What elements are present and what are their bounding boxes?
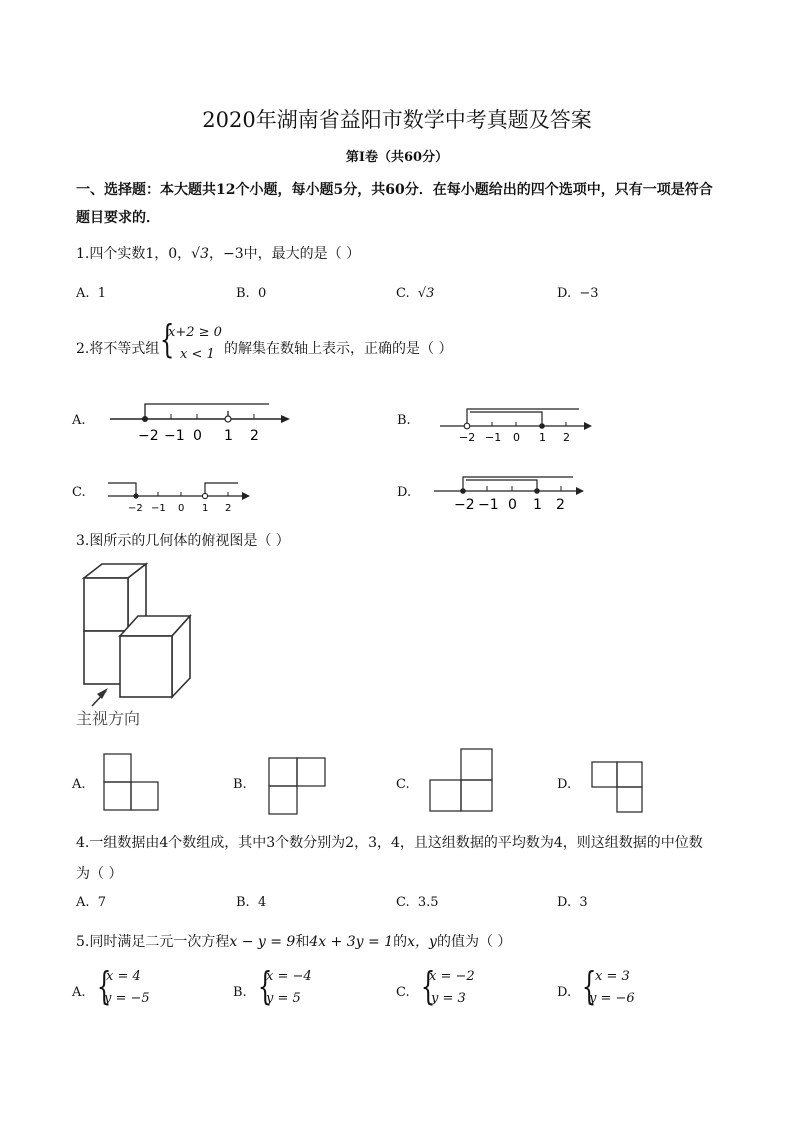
q2-number-line-d	[430, 468, 590, 514]
figure-caption: 主视方向	[76, 709, 141, 728]
q1-option-c[interactable]	[396, 286, 434, 301]
question-2-suffix: 的解集在数轴上表示，正确的是（ ）	[224, 341, 453, 357]
system-line-1: x = −2	[429, 969, 475, 984]
q4-option-c[interactable]	[396, 895, 439, 910]
question-5	[76, 931, 511, 951]
question-2-prefix: 2.将不等式组	[76, 341, 160, 357]
equation-2: 4x + 3y = 1	[309, 934, 394, 950]
option-label: B.	[236, 286, 250, 301]
tick-label: 0	[508, 497, 517, 513]
option-value: 3.5	[417, 895, 439, 910]
tick-label: 1	[533, 497, 542, 513]
tick-label: −1	[164, 428, 185, 444]
tick-label: −2	[128, 503, 143, 514]
system-line-1: x = −4	[266, 969, 312, 984]
q5-option-d-label[interactable]: D.	[557, 985, 572, 1000]
option-value: √3	[417, 286, 435, 301]
q2-option-a-label[interactable]: A.	[72, 413, 86, 428]
system-line-1: x = 3	[595, 969, 630, 984]
tick-label: 2	[563, 431, 570, 444]
tick-label: 0	[193, 428, 202, 444]
system-line-2: y = 5	[266, 991, 301, 1006]
system-line-1: x = 4	[106, 969, 141, 984]
q3-option-b-view	[267, 756, 329, 816]
system-brace: {	[581, 964, 597, 1008]
system-brace: {	[420, 964, 436, 1008]
tick-label: −1	[151, 503, 166, 514]
system-brace: {	[96, 964, 112, 1008]
option-label: D.	[557, 895, 572, 910]
option-value: 1	[97, 286, 107, 301]
system-line-2: y = −6	[589, 991, 635, 1006]
q5-option-c-label[interactable]: C.	[396, 985, 410, 1000]
page-subtitle: 第Ⅰ卷（共60分）	[345, 150, 449, 165]
tick-label: 0	[513, 431, 520, 444]
q3-option-d-view	[590, 760, 646, 816]
q5-option-a-label[interactable]: A.	[72, 985, 86, 1000]
tick-label: −1	[485, 431, 502, 444]
q1-option-d[interactable]	[557, 286, 599, 301]
q5-option-d-system	[589, 966, 635, 1010]
q3-option-d-label[interactable]: D.	[557, 777, 572, 792]
tick-label: −1	[478, 497, 499, 513]
system-line-1: x+2 ≥ 0	[168, 325, 222, 340]
tick-label: 2	[556, 497, 565, 513]
question-5-mid: 和	[295, 934, 310, 950]
q5-option-a-system	[104, 966, 150, 1010]
q5-option-c-system	[429, 966, 475, 1010]
system-brace: {	[257, 964, 273, 1008]
q1-option-a[interactable]	[76, 286, 106, 301]
question-1-text-before: 1.四个实数1，0，	[76, 246, 192, 262]
option-label: A.	[76, 895, 90, 910]
q1-option-b[interactable]	[236, 286, 266, 301]
option-value: 7	[97, 895, 107, 910]
system-line-2: y = 3	[431, 991, 466, 1006]
tick-label: 1	[224, 428, 233, 444]
q4-option-d[interactable]	[557, 895, 588, 910]
tick-label: 0	[178, 503, 185, 514]
option-value: 0	[257, 286, 267, 301]
tick-label: −2	[459, 431, 476, 444]
question-1-text-after: ，−3中，最大的是（ ）	[209, 246, 361, 262]
option-value: 4	[257, 895, 267, 910]
tick-label: −2	[138, 428, 159, 444]
option-label: C.	[396, 286, 410, 301]
tick-label: 2	[225, 503, 232, 514]
system-line-2: y = −5	[104, 991, 150, 1006]
option-value: −3	[579, 286, 599, 301]
q5-option-b-label[interactable]: B.	[233, 985, 247, 1000]
q3-option-c-view	[428, 747, 496, 815]
option-label: B.	[236, 895, 250, 910]
q3-option-a-label[interactable]: A.	[72, 777, 86, 792]
system-line-2: x < 1	[180, 347, 215, 362]
q2-number-line-c	[104, 474, 254, 516]
tick-label: −2	[454, 497, 475, 513]
equation-1: x − y = 9	[229, 934, 296, 950]
option-label: D.	[557, 286, 572, 301]
question-5-prefix: 5.同时满足二元一次方程	[76, 934, 230, 950]
option-value: 3	[579, 895, 588, 910]
q2-option-b-label[interactable]: B.	[397, 413, 411, 428]
q2-option-c-label[interactable]: C.	[72, 485, 86, 500]
question-5-mid2: 的	[393, 934, 408, 950]
q2-option-d-label[interactable]: D.	[397, 485, 412, 500]
question-5-vars: x，y	[407, 934, 437, 950]
q3-option-b-label[interactable]: B.	[233, 777, 247, 792]
question-3: 3.图所示的几何体的俯视图是（ ）	[76, 533, 290, 549]
option-label: A.	[76, 286, 90, 301]
q4-option-a[interactable]	[76, 895, 106, 910]
section-heading: 一、选择题：本大题共12个小题，每小题5分，共60分．在每小题给出的四个选项中，只有一项是符合题目要求的．	[76, 182, 713, 226]
q4-option-b[interactable]	[236, 895, 266, 910]
page-title: 2020年湖南省益阳市数学中考真题及答案	[202, 108, 592, 132]
tick-label: 2	[250, 428, 259, 444]
tick-label: 1	[539, 431, 546, 444]
question-1	[76, 243, 360, 263]
question-1-radical: √3	[191, 246, 209, 262]
q5-option-b-system	[266, 966, 312, 1010]
q2-number-line-b	[436, 400, 596, 444]
question-2-system	[168, 322, 222, 366]
question-4-line-2: 为（ ）	[76, 866, 123, 882]
q3-option-a-view	[102, 752, 162, 814]
system-brace: {	[159, 317, 175, 361]
tick-label: 1	[202, 503, 209, 514]
question-4-line-1: 4.一组数据由4个数组成，其中3个数分别为2，3，4，且这组数据的平均数为4，则这组数据的中位数	[76, 835, 703, 851]
q2-number-line-a	[104, 394, 294, 446]
option-label: C.	[396, 895, 410, 910]
question-5-suffix: 的值为（ ）	[436, 934, 512, 950]
q3-option-c-label[interactable]: C.	[396, 777, 410, 792]
q3-solid-figure	[72, 560, 202, 735]
